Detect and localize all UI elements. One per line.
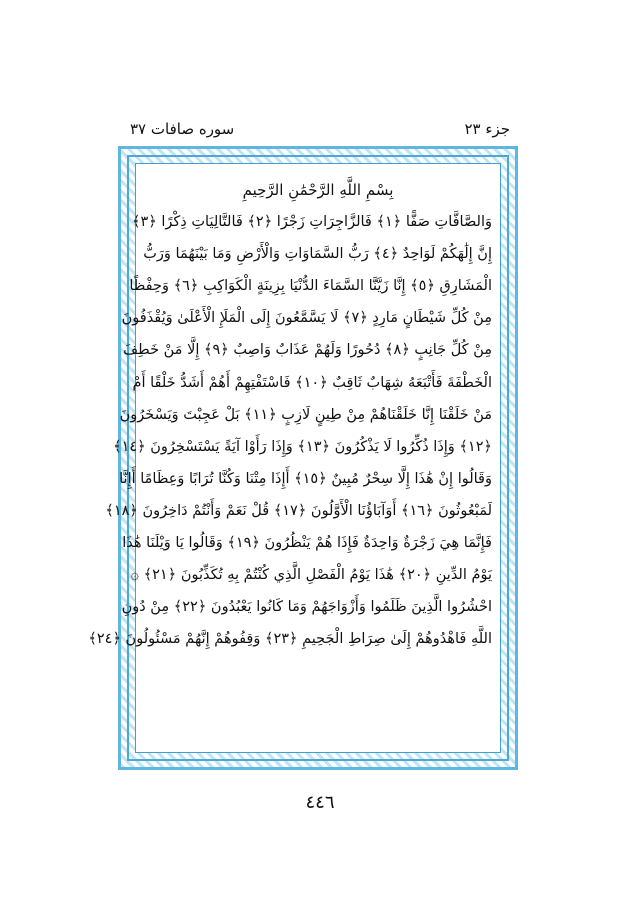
verse-line: الْمَشَارِقِ ﴿٥﴾ إِنَّا زَيَّنَّا السَّمَاءَ الدُّنْيَا بِزِينَةٍ الْكَوَاكِبِ ﴿٦﴾ وَحِفْظًا (129, 278, 492, 295)
verse-line: وَقَالُوا إِنْ هَٰذَا إِلَّا سِحْرٌ مُبِينٌ ﴿١٥﴾ أَإِذَا مِتْنَا وَكُنَّا تُرَابًا وَعِظَامًا أَإِنَّا (119, 470, 492, 487)
page-header (130, 118, 510, 140)
verse-line: لَمَبْعُوثُونَ ﴿١٦﴾ أَوَآبَاؤُنَا الْأَوَّلُونَ ﴿١٧﴾ قُلْ نَعَمْ وَأَنْتُمْ دَاخِرُونَ ﴿١٨﴾ (105, 502, 492, 519)
verse-line: الْخَطْفَةَ فَأَتْبَعَهُ شِهَابٌ ثَاقِبٌ ﴿١٠﴾ فَاسْتَفْتِهِمْ أَهُمْ أَشَدُّ خَلْقًا أَمْ (132, 374, 492, 391)
verse-line: اللَّهِ فَاهْدُوهُمْ إِلَىٰ صِرَاطِ الْجَحِيمِ ﴿٢٣﴾ وَقِفُوهُمْ إِنَّهُمْ مَسْئُولُونَ ﴿٢٤﴾ (88, 631, 492, 648)
juz-label: جزء ٢٣ (464, 120, 510, 138)
verse-line: إِنَّ إِلَٰهَكُمْ لَوَاحِدٌ ﴿٤﴾ رَبُّ السَّمَاوَاتِ وَالْأَرْضِ وَمَا بَيْنَهُمَا وَرَبُّ (143, 246, 492, 263)
verse-line: مِنْ كُلِّ شَيْطَانٍ مَارِدٍ ﴿٧﴾ لَا يَسَّمَّعُونَ إِلَى الْمَلَإِ الْأَعْلَىٰ وَيُقْذَفُونَ (121, 310, 492, 327)
verse-line: احْشُرُوا الَّذِينَ ظَلَمُوا وَأَزْوَاجَهُمْ وَمَا كَانُوا يَعْبُدُونَ ﴿٢٢﴾ مِنْ دُونِ (121, 599, 492, 616)
page-number: ٤٤٦ (305, 792, 335, 813)
verse-line: يَوْمُ الدِّينِ ﴿٢٠﴾ هَٰذَا يَوْمُ الْفَصْلِ الَّذِي كُنْتُمْ بِهِ تُكَذِّبُونَ ﴿٢١﴾ ۞ (130, 567, 492, 584)
verse-line: مَنْ خَلَقْنَا إِنَّا خَلَقْنَاهُمْ مِنْ طِينٍ لَازِبٍ ﴿١١﴾ بَلْ عَجِبْتَ وَيَسْخَرُونَ (119, 406, 492, 423)
verse-line: ﴿١٢﴾ وَإِذَا ذُكِّرُوا لَا يَذْكُرُونَ ﴿١٣﴾ وَإِذَا رَأَوْا آيَةً يَسْتَسْخِرُونَ ﴿١٤﴾ (113, 438, 492, 455)
ornamental-frame (88, 146, 518, 770)
verse-line: وَالصَّافَّاتِ صَفًّا ﴿١﴾ فَالزَّاجِرَاتِ زَجْرًا ﴿٢﴾ فَالتَّالِيَاتِ ذِكْرًا ﴿٣﴾ (131, 214, 492, 231)
basmala: بِسْمِ اللَّهِ الرَّحْمَٰنِ الرَّحِيمِ (242, 181, 394, 199)
surah-label: سوره صافات ٣٧ (130, 120, 235, 138)
text-area (88, 163, 501, 753)
verse-line: مِنْ كُلِّ جَانِبٍ ﴿٨﴾ دُحُورًا وَلَهُمْ عَذَابٌ وَاصِبٌ ﴿٩﴾ إِلَّا مَنْ خَطِفَ (123, 342, 492, 359)
verse-line: فَإِنَّمَا هِيَ زَجْرَةٌ وَاحِدَةٌ فَإِذَا هُمْ يَنْظُرُونَ ﴿١٩﴾ وَقَالُوا يَا وَيْلَنَا هَٰذَا (122, 535, 492, 552)
quran-text (88, 174, 492, 655)
